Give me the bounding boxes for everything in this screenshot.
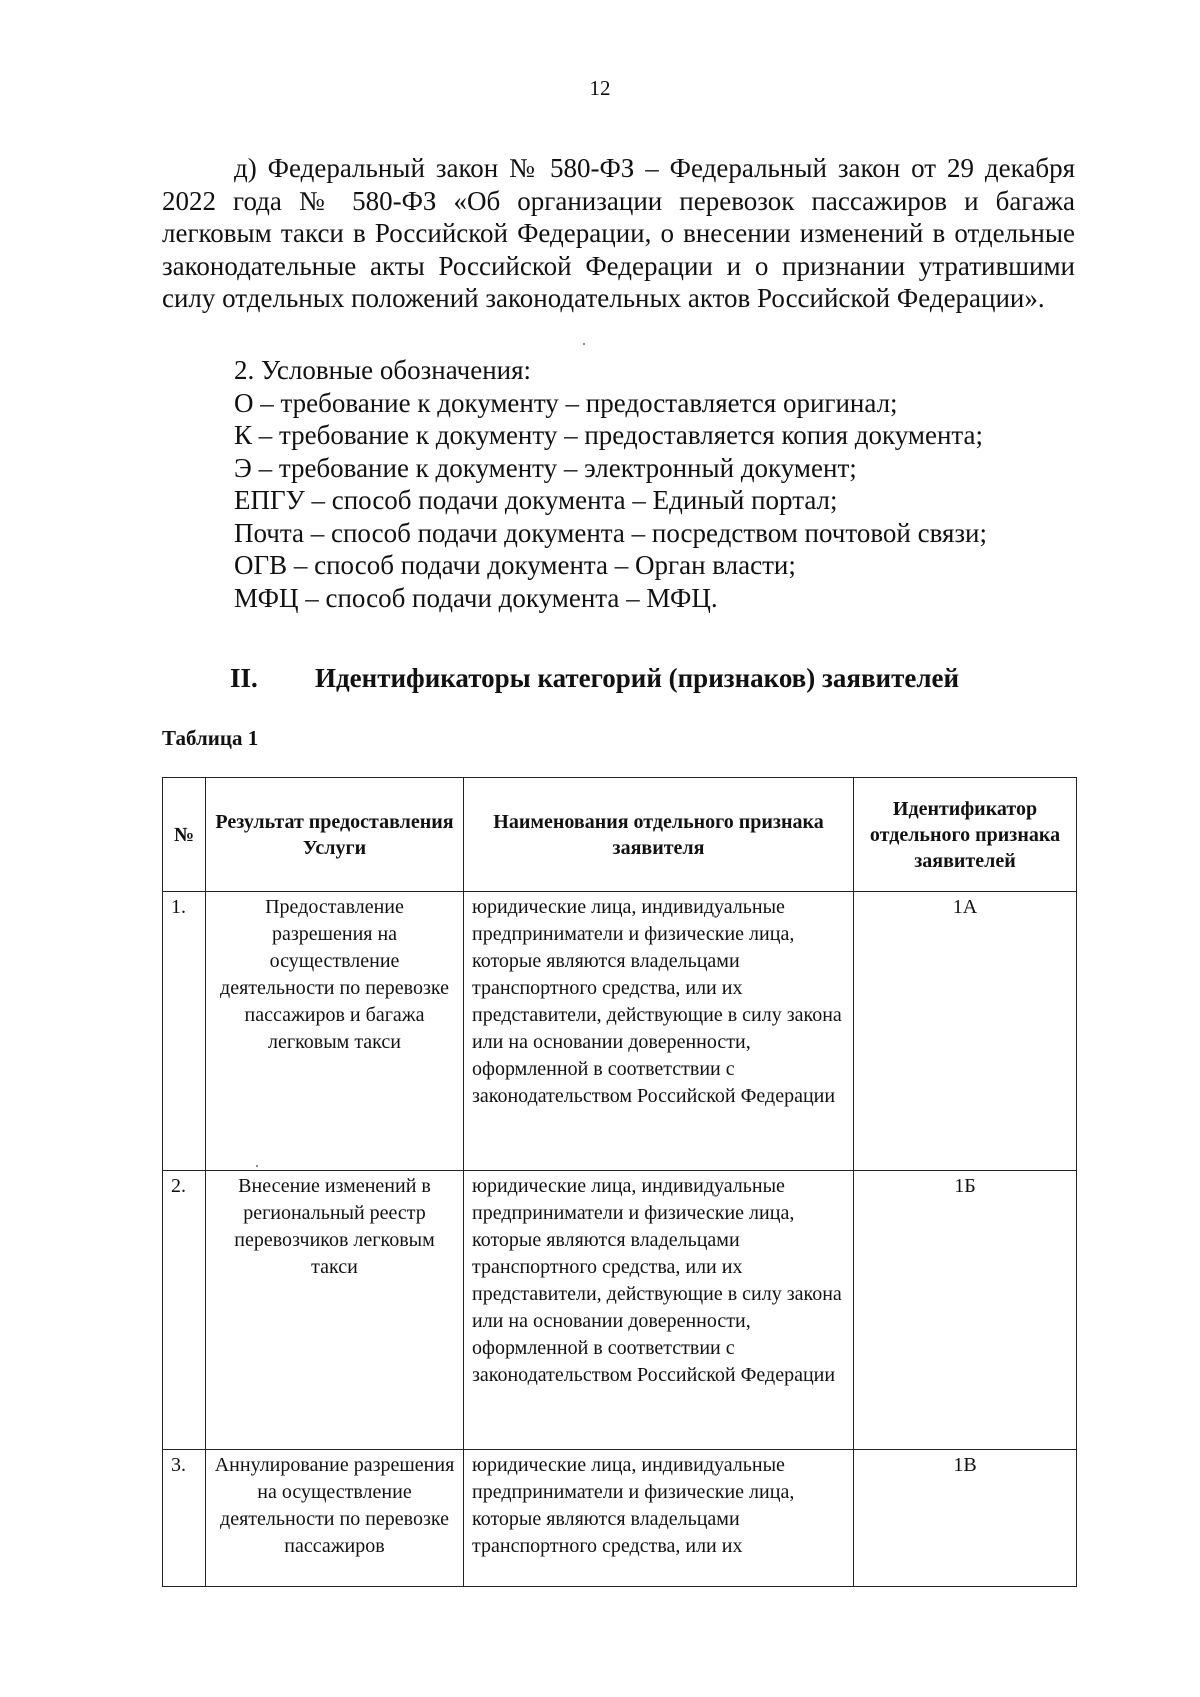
section-number: II. [230,663,258,693]
row-number: 2. [163,1171,206,1450]
row-feature [464,1450,854,1587]
row-identifier: 1А [854,892,1077,1171]
legend-item: О – требование к документу – предоставляется оригинал; [234,387,898,418]
row-number: 1. [163,892,206,1171]
row-identifier: 1Б [854,1171,1077,1450]
row-result: Предоставление разрешения на осуществление деятельности по перевозке пассажиров и багажа легковым такси [206,892,464,1171]
legend-item: ОГВ – способ подачи документа – Орган власти; [234,550,796,580]
header-number: № [163,778,206,892]
page-number: 12 [589,76,611,100]
scan-speck [583,343,585,345]
table-caption: Таблица 1 [162,726,259,750]
header-identifier: Идентификатор отдельного признака заявителей [854,778,1077,892]
row-feature: юридические лица, индивидуальные предприниматели и физические лица, которые являются владельцами транспортного средства, или их представители, действующие в силу закона или на основании доверенности, оформленной в соответствии с законодательством Российской Федерации [464,892,854,1171]
table-header-row [163,778,1077,892]
legend-item: МФЦ – способ подачи документа – МФЦ. [234,582,718,613]
header-result: Результат предоставления Услуги [206,778,464,892]
legend-item: Э – требование к документу – электронный документ; [234,452,857,483]
row-result: Внесение изменений в региональный реестр перевозчиков легковым такси [206,1171,464,1450]
applicant-categories-table [162,777,1077,1587]
header-feature: Наименования отдельного признака заявителя [464,778,854,892]
section-title: Идентификаторы категорий (признаков) заявителей [315,663,960,693]
table-row [163,892,1077,1171]
legend-item: Почта – способ подачи документа – посредством почтовой связи; [234,517,987,548]
legend [234,354,1074,614]
paragraph-federal-law: д) Федеральный закон № 580-ФЗ – Федеральный закон от 29 декабря 2022 года № 580-ФЗ «Об организации перевозок пассажиров и багажа легковым такси в Российской Федерации, о внесении изменений в отдельные законодательные акты Российской Федерации и о признании утратившими силу отдельных положений законодательных актов Российской Федерации». [162,153,1075,313]
scan-speck [256,1165,258,1167]
legend-item: К – требование к документу – предоставляется копия документа; [234,420,984,450]
table-row [163,1171,1077,1450]
legend-title: 2. Условные обозначения: [234,355,532,385]
table-row [163,1450,1077,1587]
row-feature-text: юридические лица, индивидуальные предприниматели и физические лица, которые являются владельцами транспортного средства, или их [472,1454,795,1557]
row-feature: юридические лица, индивидуальные предприниматели и физические лица, которые являются владельцами транспортного средства, или их представители, действующие в силу закона или на основании доверенности, оформленной в соответствии с законодательством Российской Федерации [464,1171,854,1450]
row-number: 3. [163,1450,206,1587]
section-heading [230,663,1090,694]
legend-item: ЕПГУ – способ подачи документа – Единый портал; [234,485,838,515]
row-identifier: 1В [854,1450,1077,1587]
row-result-text: Аннулирование разрешения на осуществление деятельности по перевозке пассажиров [214,1454,455,1557]
row-result [206,1450,464,1587]
